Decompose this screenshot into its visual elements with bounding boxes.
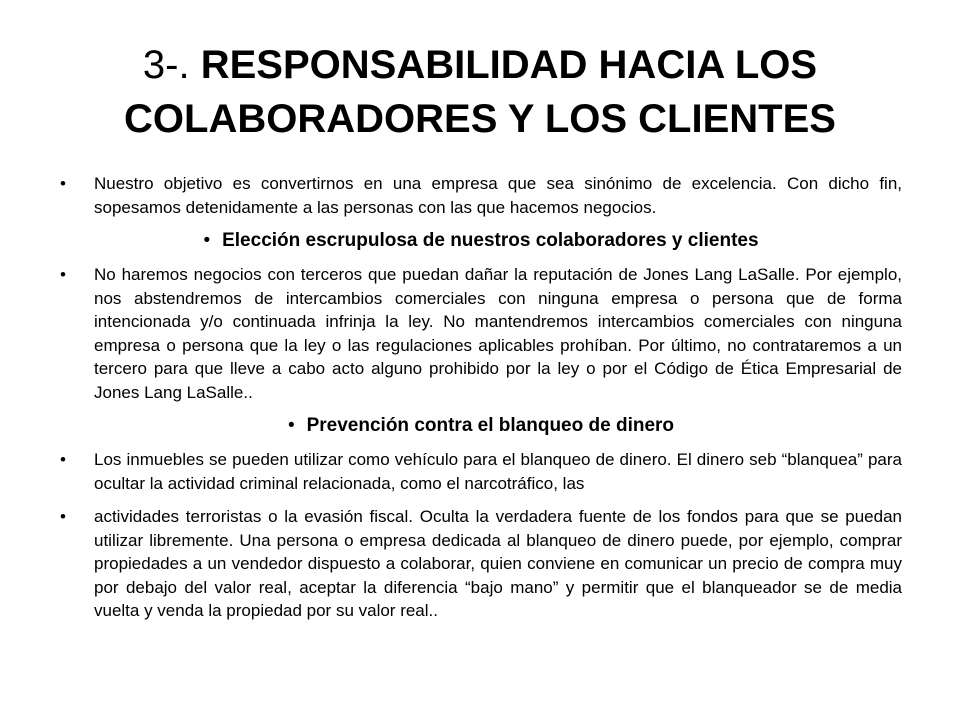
- bullet-paragraph-2: [60, 263, 902, 404]
- bullet-icon: •: [60, 507, 66, 526]
- bullet-icon: •: [60, 174, 66, 193]
- slide-title: [60, 38, 900, 146]
- title-text: RESPONSABILIDAD HACIA LOS COLABORADORES Y LOS CLIENTES: [124, 43, 836, 141]
- bullet-paragraph-1: [60, 172, 902, 219]
- paragraph-text: actividades terroristas o la evasión fiscal. Oculta la verdadera fuente de los fondos para que se puedan utilizar libremente. Una persona o empresa dedicada al blanqueo de dinero puede, por ejemplo, comprar propiedades a un vendedor dispuesto a colaborar, quien conviene en comunicar un precio de compra muy por debajo del valor real, aceptar la diferencia “bajo mano” y permitir que el blanqueador se de media vuelta y venda la propiedad por su valor real..: [94, 507, 902, 620]
- bullet-paragraph-4: [60, 505, 902, 623]
- bullet-icon: •: [60, 450, 66, 469]
- bullet-paragraph-3: [60, 448, 902, 495]
- title-number: 3-.: [142, 43, 190, 87]
- bullet-heading-2: [60, 414, 902, 438]
- paragraph-text: No haremos negocios con terceros que puedan dañar la reputación de Jones Lang LaSalle. Por ejemplo, nos abstendremos de intercambios comerciales con ninguna empresa o persona que de forma intencionada y/o continuada infrinja la ley. No mantendremos intercambios comerciales con ninguna empresa o persona que la ley o las regulaciones aplicables prohíban. Por último, no contrataremos a un tercero para que lleve a cabo acto alguno prohibido por la ley o por el Código de Ética Empresarial de Jones Lang LaSalle..: [94, 265, 902, 402]
- bullet-icon: •: [60, 265, 66, 284]
- paragraph-text: Nuestro objetivo es convertirnos en una empresa que sea sinónimo de excelencia. Con dicho fin, sopesamos detenidamente a las personas con las que hacemos negocios.: [94, 174, 902, 217]
- bullet-icon: •: [203, 230, 211, 251]
- bullet-icon: •: [287, 415, 295, 436]
- paragraph-text: Los inmuebles se pueden utilizar como vehículo para el blanqueo de dinero. El dinero seb “blanquea” para ocultar la actividad criminal relacionada, como el narcotráfico, las: [94, 450, 902, 493]
- bullet-heading-1: [60, 229, 902, 253]
- heading-text: Elección escrupulosa de nuestros colaboradores y clientes: [222, 230, 759, 251]
- slide-body: [60, 172, 902, 633]
- heading-text: Prevención contra el blanqueo de dinero: [306, 415, 675, 436]
